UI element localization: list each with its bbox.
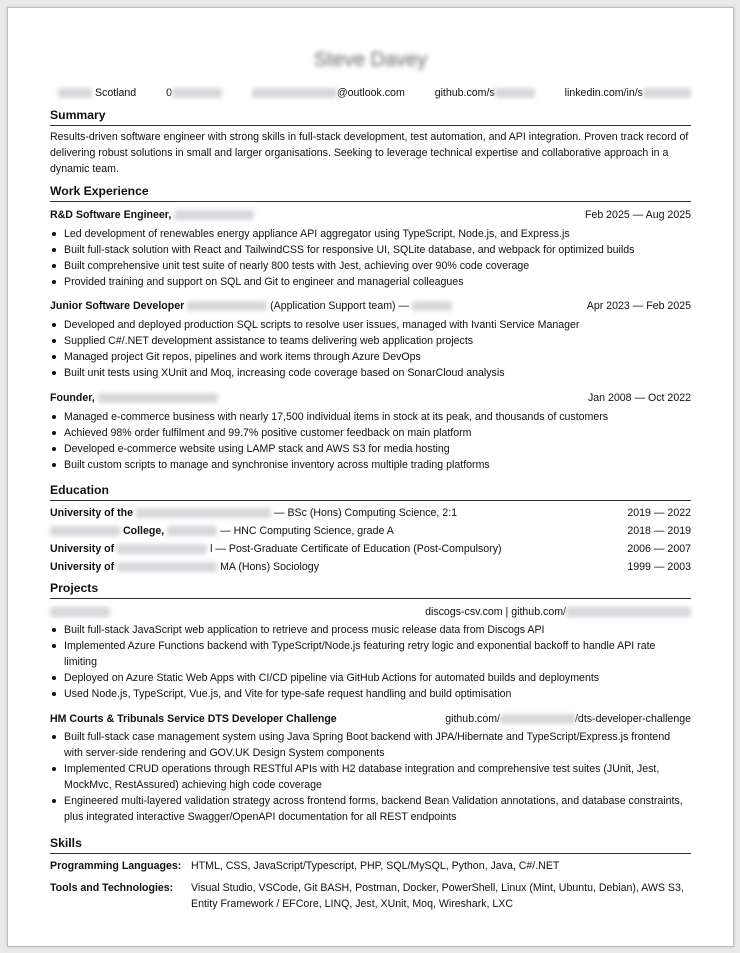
project-header [50, 604, 691, 620]
job-dates: Feb 2025 — Aug 2025 [584, 209, 691, 221]
github-link[interactable]: github.com/s [435, 85, 535, 101]
institution: University of [50, 561, 115, 573]
institution: University of [50, 543, 115, 555]
job-dates: Apr 2023 — Feb 2025 [586, 300, 691, 312]
job-dates: Jan 2008 — Oct 2022 [587, 392, 691, 404]
bullet-item: Implemented Azure Functions backend with TypeScript/Node.js featuring retry logic and exponential backoff to handle API rate limiting [64, 638, 691, 670]
candidate-name: Steve Davey [313, 49, 428, 71]
project-link-text[interactable]: github.com/ [445, 713, 500, 725]
job-title-line [50, 390, 218, 406]
summary-heading: Summary [50, 107, 691, 126]
bullet-item: Built custom scripts to manage and synchronise inventory across multiple trading platforms [64, 457, 691, 473]
redacted-text [500, 714, 575, 724]
education-entry [50, 504, 457, 522]
redacted-text [117, 544, 207, 554]
skills-label: Programming Languages: [50, 860, 182, 872]
redacted-text [117, 562, 217, 572]
contact-line [58, 85, 691, 101]
redacted-text [167, 526, 217, 536]
bullet-item: Managed e-commerce business with nearly 17,500 individual items in stock at its peak, and thousands of customers [64, 409, 691, 425]
job-bullets [50, 226, 691, 290]
job-extra: (Application Support team) — [270, 300, 410, 312]
bullet-item: Developed e-commerce website using LAMP stack and AWS S3 for media hosting [64, 441, 691, 457]
education-row [50, 540, 691, 558]
redacted-text [98, 393, 218, 403]
bullet-item: Built full-stack JavaScript web application to retrieve and process music release data from Discogs API [64, 622, 691, 638]
qualification: — BSc (Hons) Computing Science, 2:1 [273, 507, 458, 519]
projects-heading: Projects [50, 580, 691, 599]
qualification: MA (Hons) Sociology [220, 561, 319, 573]
job-bullets [50, 317, 691, 381]
education-dates: 2019 — 2022 [627, 507, 691, 519]
resume-page [7, 7, 734, 947]
skills-label: Tools and Technologies: [50, 882, 174, 894]
education-entry [50, 540, 502, 558]
bullet-item: Achieved 98% order fulfilment and 99.7% positive customer feedback on main platform [64, 425, 691, 441]
qualification: l — Post-Graduate Certificate of Education (Post-Compulsory) [210, 543, 502, 555]
project-title [50, 604, 110, 620]
bullet-item: Built full-stack solution with React and TailwindCSS for responsive UI, SQLite database, and webpack for optimized builds [64, 242, 691, 258]
bullet-item: Led development of renewables energy appliance API aggregator using TypeScript, Node.js, and Express.js [64, 226, 691, 242]
bullet-item: Engineered multi-layered validation strategy across frontend forms, backend Bean Validation annotations, and database constraints, plus integrated interactive Swagger/OpenAPI documentation for all REST endpoints [64, 793, 691, 825]
redacted-text [174, 210, 254, 220]
bullet-item: Deployed on Azure Static Web Apps with CI/CD pipeline via GitHub Actions for automated builds and deployments [64, 670, 691, 686]
redacted-text [412, 301, 452, 311]
bullet-item: Built unit tests using XUnit and Moq, increasing code coverage based on SonarCloud analysis [64, 365, 691, 381]
job-header [50, 207, 691, 223]
education-heading: Education [50, 482, 691, 501]
skills-heading: Skills [50, 835, 691, 854]
bullet-item: Built full-stack case management system using Java Spring Boot backend with JPA/Hibernate and TypeScript/Express.js frontend with server-side rendering and GOV.UK Design System components [64, 729, 691, 761]
bullet-item: Supplied C#/.NET development assistance to teams delivering web application projects [64, 333, 691, 349]
project-title: HM Courts & Tribunals Service DTS Developer Challenge [50, 713, 337, 725]
institution: University of the [50, 507, 134, 519]
redacted-text [50, 607, 110, 617]
job-title: Founder, [50, 392, 95, 404]
phone: 0 [166, 85, 222, 101]
job-entry [50, 207, 691, 290]
bullet-item: Built comprehensive unit test suite of nearly 800 tests with Jest, achieving over 90% code coverage [64, 258, 691, 274]
education-row [50, 522, 691, 540]
job-bullets [50, 409, 691, 473]
education-entry [50, 558, 319, 576]
job-header [50, 390, 691, 406]
project-link-tail[interactable]: /dts-developer-challenge [574, 713, 691, 725]
bullet-item: Provided training and support on SQL and Git to engineer and managerial colleagues [64, 274, 691, 290]
summary-text: Results-driven software engineer with strong skills in full-stack development, test automation, and API integration. Proven track record of delivering robust solutions in small and larger organisations. Seeking to leverage technical expertise and collaborative approach in a dynamic team. [50, 131, 689, 175]
education-dates: 2006 — 2007 [627, 543, 691, 555]
job-entry [50, 390, 691, 473]
redacted-text [50, 526, 120, 536]
location: Scotland [58, 85, 136, 101]
bullet-item: Managed project Git repos, pipelines and work items through Azure DevOps [64, 349, 691, 365]
project-link[interactable] [445, 711, 691, 727]
linkedin-link[interactable]: linkedin.com/in/s [565, 85, 691, 101]
education-dates: 2018 — 2019 [627, 525, 691, 537]
bullet-item: Developed and deployed production SQL scripts to resolve user issues, managed with Ivanti Service Manager [64, 317, 691, 333]
project-link[interactable] [425, 604, 691, 620]
bullet-item: Implemented CRUD operations through RESTful APIs with H2 database integration and comprehensive test suites (JUnit, Jest, MockMvc, RestAssured) achieving high code coverage [64, 761, 691, 793]
job-title-line [50, 298, 452, 314]
education-entry [50, 522, 394, 540]
project-entry [50, 604, 691, 702]
education-row [50, 504, 691, 522]
skills-row [50, 858, 691, 874]
project-entry [50, 711, 691, 825]
redacted-text [136, 508, 271, 518]
project-bullets [50, 729, 691, 825]
redacted-text [566, 607, 691, 617]
work-heading: Work Experience [50, 183, 691, 202]
skills-value: Visual Studio, VSCode, Git BASH, Postman, Docker, PowerShell, Linux (Mint, Ubuntu, Debian), AWS S3, Entity Framework / EFCore, LINQ, Jest, XUnit, Moq, Wireshark, LXC [191, 882, 684, 910]
redacted-text [187, 301, 267, 311]
project-header [50, 711, 691, 727]
job-title: R&D Software Engineer, [50, 209, 172, 221]
job-title: Junior Software Developer [50, 300, 185, 312]
project-bullets [50, 622, 691, 702]
education-row [50, 558, 691, 576]
education-dates: 1999 — 2003 [627, 561, 691, 573]
job-entry [50, 298, 691, 381]
job-title-line [50, 207, 254, 223]
bullet-item: Used Node.js, TypeScript, Vue.js, and Vite for type-safe request handling and build optimisation [64, 686, 691, 702]
email[interactable]: @outlook.com [252, 85, 405, 101]
job-header [50, 298, 691, 314]
institution: College, [122, 525, 165, 537]
skills-value: HTML, CSS, JavaScript/Typescript, PHP, SQL/MySQL, Python, Java, C#/.NET [191, 860, 560, 872]
skills-row [50, 880, 691, 912]
qualification: — HNC Computing Science, grade A [220, 525, 394, 537]
project-link-text[interactable]: discogs-csv.com | github.com/ [425, 606, 566, 618]
